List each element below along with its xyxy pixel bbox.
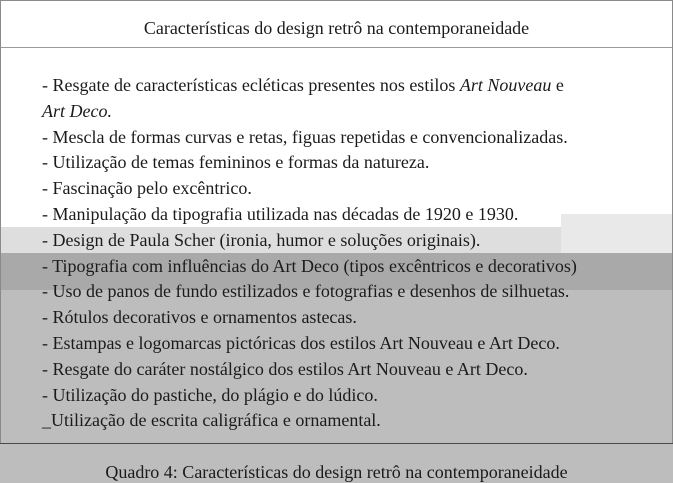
list-item: - Manipulação da tipografia utilizada nas décadas de 1920 e 1930. <box>42 203 519 224</box>
list-item: _Utilização de escrita caligráfica e ornamental. <box>42 410 381 431</box>
figure-caption: Quadro 4: Características do design retrô na contemporaneidade <box>105 462 568 482</box>
list-item: - Estampas e logomarcas pictóricas dos estilos Art Nouveau e Art Deco. <box>42 332 560 353</box>
list-item: - Design de Paula Scher (ironia, humor e soluções originais). <box>42 229 481 250</box>
list-item: - Utilização do pastiche, do plágio e do lúdico. <box>42 384 378 405</box>
list-item: - Resgate do caráter nostálgico dos estilos Art Nouveau e Art Deco. <box>42 358 528 379</box>
list-item: - Mescla de formas curvas e retas, figuas repetidas e convencionalizadas. <box>42 126 568 147</box>
list-item: - Uso de panos de fundo estilizados e fotografias e desenhos de silhuetas. <box>42 281 570 302</box>
table-title: Características do design retrô na contemporaneidade <box>1 1 672 48</box>
list-item: Art Deco. <box>42 100 112 121</box>
characteristics-list <box>42 73 662 434</box>
list-item: - Resgate de características ecléticas presentes nos estilos Art Nouveau e <box>42 75 564 95</box>
list-item: - Fascinação pelo excêntrico. <box>42 178 252 199</box>
list-item: - Tipografia com influências do Art Deco (tipos excêntricos e decorativos) <box>42 255 577 276</box>
list-item: - Rótulos decorativos e ornamentos astecas. <box>42 307 357 328</box>
list-item: - Utilização de temas femininos e formas da natureza. <box>42 152 430 173</box>
